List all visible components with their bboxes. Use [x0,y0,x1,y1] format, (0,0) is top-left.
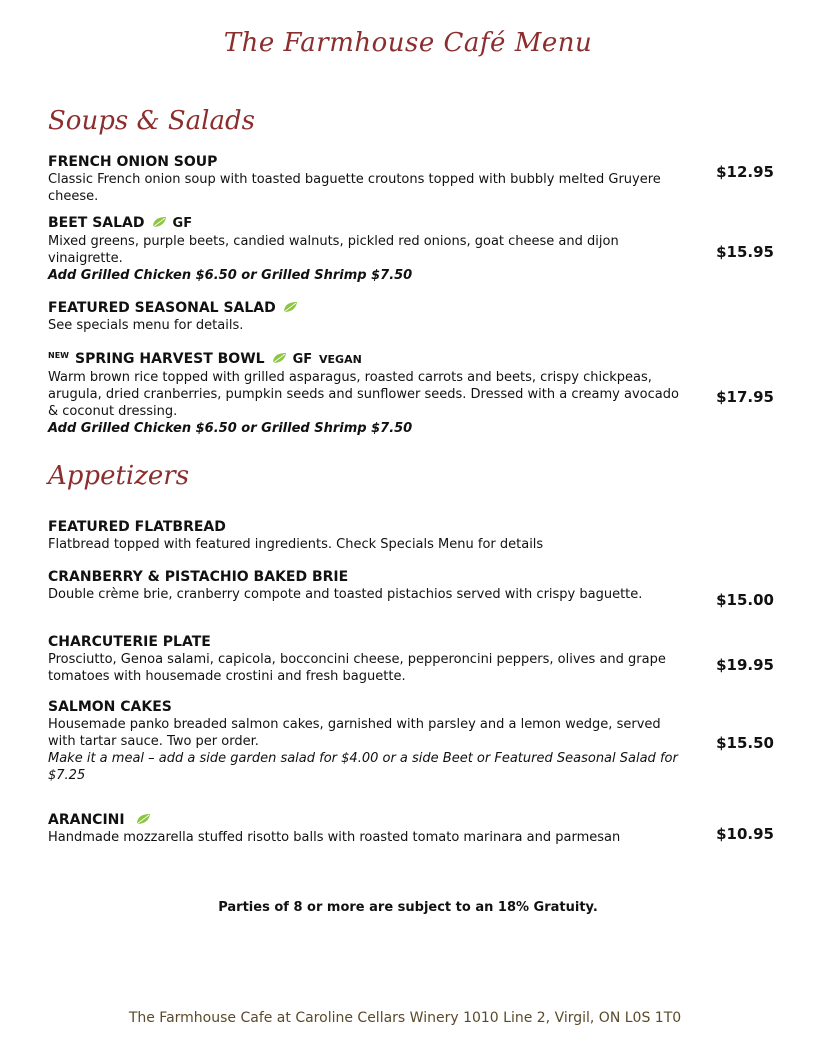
item-name: SALMON CAKES [48,699,172,715]
item-addon: Add Grilled Chicken $6.50 or Grilled Shrimp $7.50 [48,421,413,436]
item-price: $15.50 [716,734,774,752]
item-description: Prosciutto, Genoa salami, capicola, bocconcini cheese, pepperoncini peppers, olives and grape tomatoes with housemade crostini and fresh baguette. [48,652,666,684]
item-price: $12.95 [716,163,774,181]
item-name: FEATURED SEASONAL SALAD [48,300,276,316]
item-name: ARANCINI [48,812,125,828]
item-description: Double crème brie, cranberry compote and toasted pistachios served with crispy baguette. [48,587,643,602]
leaf-icon [151,216,167,228]
new-badge: NEW [48,351,69,360]
item-description: Housemade panko breaded salmon cakes, garnished with parsley and a lemon wedge, served with tartar sauce. Two per order. [48,717,661,749]
item-description: Flatbread topped with featured ingredients. Check Specials Menu for details [48,537,544,552]
item-description: Warm brown rice topped with grilled asparagus, roasted carrots and beets, crispy chickpeas, arugula, dried cranberries, pumpkin seeds and sunflower seeds. Dressed with a creamy avocado & coconut dressing. [48,370,679,419]
menu-item-featured-flatbread [48,518,808,553]
item-name: BEET SALAD [48,215,145,231]
item-addon: Add Grilled Chicken $6.50 or Grilled Shrimp $7.50 [48,268,413,283]
item-price: $10.95 [716,825,774,843]
vegan-tag: VEGAN [319,353,362,366]
gf-tag: GF [292,352,313,367]
footer-address: The Farmhouse Cafe at Caroline Cellars Winery 1010 Line 2, Virgil, ON L0S 1T0 [128,1010,682,1026]
leaf-icon [271,352,287,364]
leaf-icon [135,813,151,825]
item-price: $17.95 [716,388,774,406]
item-price: $19.95 [716,656,774,674]
menu-item-featured-seasonal-salad [48,299,808,334]
gf-tag: GF [172,216,193,231]
gratuity-notice: Parties of 8 or more are subject to an 18% Gratuity. [218,900,598,915]
item-description: Classic French onion soup with toasted baguette croutons topped with bubbly melted Gruyere cheese. [48,172,661,204]
item-price: $15.00 [716,591,774,609]
leaf-icon [282,301,298,313]
section-heading-soups-salads: Soups & Salads [48,106,255,136]
item-price: $15.95 [716,243,774,261]
item-description: Mixed greens, purple beets, candied walnuts, pickled red onions, goat cheese and dijon vinaigrette. [48,234,619,266]
item-name: FEATURED FLATBREAD [48,519,226,535]
item-addon: Make it a meal – add a side garden salad for $4.00 or a side Beet or Featured Seasonal Salad for $7.25 [48,751,678,783]
item-name: FRENCH ONION SOUP [48,154,218,170]
item-description: See specials menu for details. [48,318,244,333]
item-description: Handmade mozzarella stuffed risotto balls with roasted tomato marinara and parmesan [48,830,621,845]
section-heading-appetizers: Appetizers [48,461,190,491]
page-title: The Farmhouse Café Menu [223,28,593,58]
item-name: CRANBERRY & PISTACHIO BAKED BRIE [48,569,349,585]
item-name: CHARCUTERIE PLATE [48,634,211,650]
item-name: SPRING HARVEST BOWL [74,351,265,367]
